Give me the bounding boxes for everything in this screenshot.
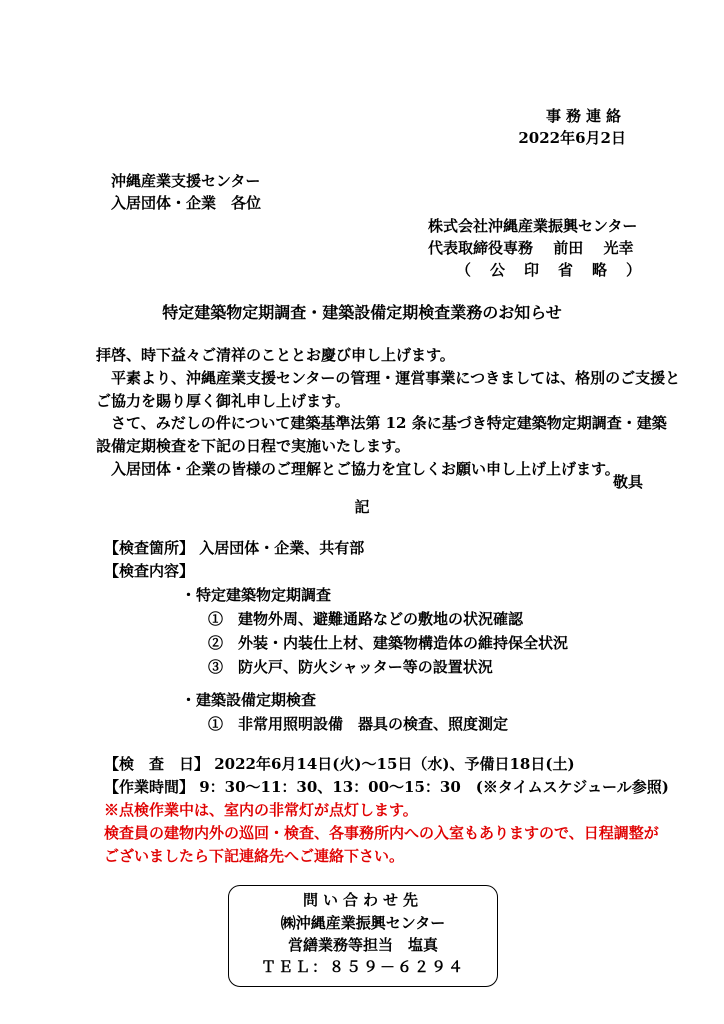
body-line: さて、みだしの件について建築基準法第 12 条に基づき特定建築物定期調査・建築 (96, 414, 667, 432)
survey-item: ② 外装・内装仕上材、建築物構造体の維持保全状況 (208, 634, 569, 652)
contact-person: 営繕業務等担当 塩真 (287, 936, 438, 954)
contact-tel: ＴＥＬ：８５９－６２９４ (260, 958, 465, 976)
sender-company: 株式会社沖縄産業振興センター (428, 217, 638, 235)
body-line: 平素より、沖縄産業支援センターの管理・運営事業につきましては、格別のご支援と (96, 369, 681, 387)
time-value: 9：30～11：30、13：00～15：30 (※タイムスケジュール参照) (199, 778, 669, 796)
location-value: 入居団体・企業、共有部 (199, 539, 365, 557)
survey-item: ③ 防火戸、防火シャッター等の設置状況 (208, 658, 493, 676)
contact-company: ㈱沖縄産業振興センター (280, 914, 446, 932)
contact-box (228, 885, 498, 987)
document-title: 特定建築物定期調査・建築設備定期検査業務のお知らせ (162, 303, 562, 322)
time-row (104, 777, 669, 797)
equipment-heading: ・建築設備定期検査 (181, 691, 317, 709)
body-line: 入居団体・企業の皆様のご理解とご協力を宜しくお願い申し上げ上げます。 (96, 460, 620, 478)
date-label: 【検 査 日】 (104, 755, 210, 773)
date-row (104, 754, 575, 774)
warning-line: ※点検作業中は、室内の非常灯が点灯します。 (104, 801, 418, 819)
notice-line: ございましたら下記連絡先へご連絡下さい。 (104, 847, 405, 865)
notice-type: 事務連絡 (545, 107, 626, 125)
time-label: 【作業時間】 (104, 778, 195, 796)
contact-heading: 問い合わせ先 (302, 891, 423, 909)
location-label: 【検査箇所】 (104, 539, 195, 557)
closing-word: 敬具 (612, 473, 643, 491)
body-line: 設備定期検査を下記の日程で実施いたします。 (96, 437, 410, 455)
recipient-line: 沖縄産業支援センター (111, 172, 261, 190)
content-label: 【検査内容】 (104, 562, 195, 580)
sender-representative: 代表取締役専務 前田 光幸 (428, 239, 634, 257)
notice-line: 検査員の建物内外の巡回・検査、各事務所内への入室もありますので、日程調整が (104, 824, 659, 842)
seal-note: （ 公 印 省 略 ） (456, 261, 644, 279)
recipient-line: 入居団体・企業 各位 (111, 194, 262, 212)
notice-date: 2022年6月2日 (518, 129, 626, 147)
equipment-item: ① 非常用照明設備 器具の検査、照度測定 (208, 715, 509, 733)
date-value: 2022年6月14日(火)～15日（水)、予備日18日(土) (214, 755, 575, 773)
ki-heading: 記 (354, 498, 370, 516)
survey-item: ① 建物外周、避難通路などの敷地の状況確認 (208, 610, 524, 628)
body-line: 拝啓、時下益々ご清祥のこととお慶び申し上げます。 (96, 346, 455, 364)
location-row (104, 538, 364, 558)
body-line: ご協力を賜り厚く御礼申し上げます。 (96, 392, 350, 410)
survey-heading: ・特定建築物定期調査 (181, 586, 332, 604)
